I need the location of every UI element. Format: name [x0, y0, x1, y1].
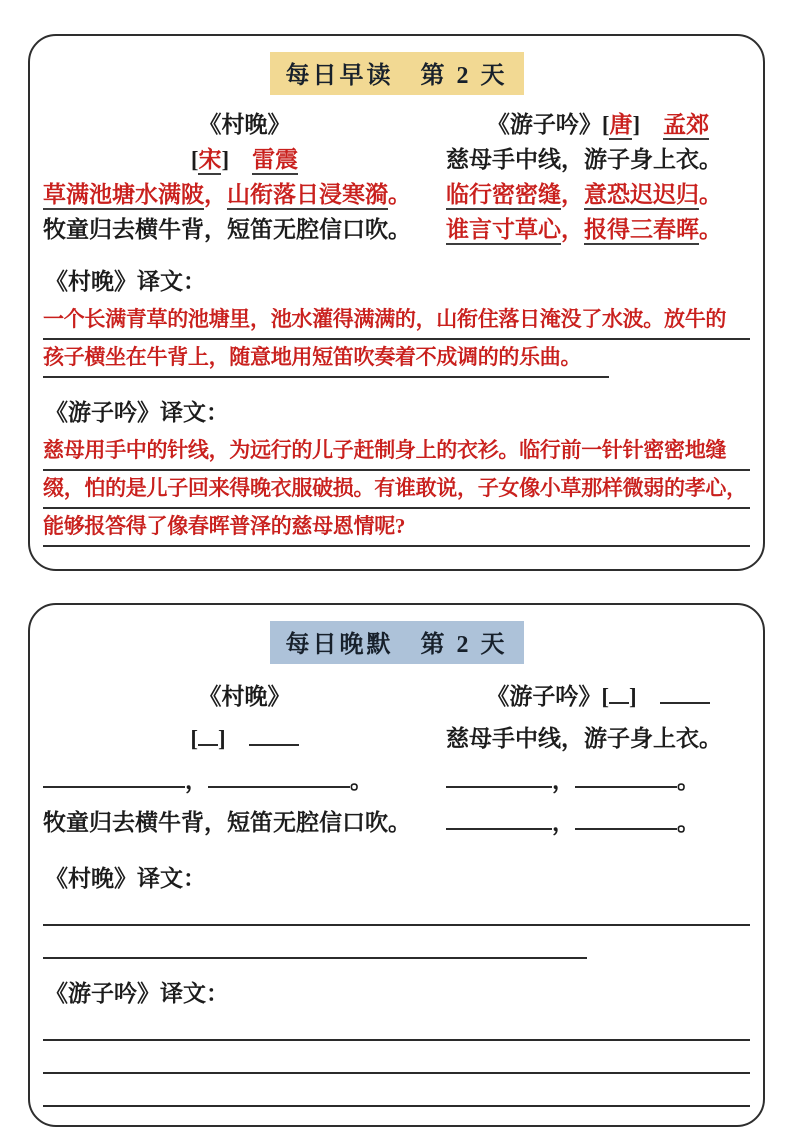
writing-line: [43, 1072, 750, 1074]
poem-text: 慈母手中线，游子身上衣。: [445, 726, 722, 751]
writing-line: [43, 957, 587, 959]
poem-line-right: [446, 177, 750, 212]
poem-text: 牧童归去横牛背，短笛无腔信口吹。: [43, 810, 411, 835]
poem-text: ]: [221, 147, 230, 172]
poem-text: [: [190, 726, 198, 751]
poem-line-right: [446, 676, 750, 718]
morning-poem-grid: [43, 107, 750, 247]
evening-dictation-title: 每日晚默 第 2 天: [270, 621, 524, 664]
writing-line: [43, 924, 750, 926]
answer-blank: [575, 763, 677, 788]
answer-blank: [660, 679, 710, 704]
answer-blank: [446, 805, 552, 830]
cunwan-translation-text: [43, 306, 750, 378]
youziyin-translation-text: [43, 437, 750, 547]
answer-text: ，: [560, 217, 584, 242]
morning-reading-title: 每日早读 第 2 天: [270, 52, 524, 95]
poem-line-right: [446, 212, 750, 247]
answer-text: 唐: [609, 112, 632, 140]
cunwan-writing-lines: [43, 924, 750, 959]
answer-text: 。: [698, 217, 722, 242]
poem-text: 。: [676, 810, 700, 835]
poem-text: ]: [217, 726, 226, 751]
poem-text: ，: [185, 768, 208, 793]
answer-blank: [198, 721, 218, 746]
writing-line: [43, 1039, 750, 1041]
poem-text: 《游子吟》: [486, 112, 602, 137]
answer-text: 宋: [198, 147, 221, 175]
poem-text: [229, 147, 252, 172]
cunwan-translation-label: 《村晚》译文：: [45, 269, 206, 294]
answer-blank: [575, 805, 677, 830]
translation-answer-line: 缀，怕的是儿子回来得晚衣服破损。有谁敢说，子女像小草那样微弱的孝心，: [43, 475, 750, 509]
poem-line-left: [43, 107, 446, 142]
answer-blank: [609, 679, 629, 704]
answer-blank: [43, 763, 185, 788]
translation-answer-line: 孩子横坐在牛背上，随意地用短笛吹奏着不成调的的乐曲。: [43, 344, 609, 378]
answer-text: 谁言寸草心: [446, 217, 561, 245]
answer-text: 草满池塘水满陂: [43, 182, 204, 210]
poem-text: 《村晚》: [198, 684, 291, 709]
poem-line-right: [446, 802, 750, 844]
poem-line-left: [43, 212, 446, 247]
answer-blank: [446, 763, 552, 788]
cunwan-translation-label: 《村晚》译文：: [45, 866, 206, 891]
dictation-poem-grid: [43, 676, 750, 844]
poem-line-left: [43, 718, 446, 760]
translation-answer-line: 慈母用手中的针线，为远行的儿子赶制身上的衣衫。临行前一针针密密地缝: [43, 437, 750, 471]
youziyin-translation-label: 《游子吟》译文：: [45, 981, 229, 1006]
answer-text: ，: [560, 182, 584, 207]
poem-text: 慈母手中线，游子身上衣。: [445, 147, 722, 172]
poem-text: ]: [628, 684, 637, 709]
poem-text: [: [601, 112, 610, 137]
youziyin-writing-lines: [43, 1039, 750, 1107]
answer-text: 孟郊: [663, 112, 709, 140]
answer-text: 雷震: [252, 147, 298, 175]
poem-text: ，: [551, 768, 575, 793]
poem-line-left: [43, 676, 446, 718]
answer-blank: [249, 721, 299, 746]
writing-line: [43, 1105, 750, 1107]
poem-text: [: [601, 684, 609, 709]
poem-line-right: [446, 718, 750, 760]
youziyin-translation-label: 《游子吟》译文：: [45, 400, 229, 425]
answer-text: 临行密密缝: [446, 182, 561, 210]
answer-text: 报得三春晖: [584, 217, 699, 245]
poem-text: ]: [632, 112, 641, 137]
poem-text: 《村晚》: [198, 112, 291, 137]
poem-text: [: [190, 147, 199, 172]
poem-text: 牧童归去横牛背，短笛无腔信口吹。: [43, 217, 411, 242]
answer-text: 山衔落日浸寒漪: [227, 182, 388, 210]
answer-text: ，: [204, 182, 227, 207]
poem-line-right: [446, 142, 750, 177]
answer-blank: [208, 763, 350, 788]
poem-text: [637, 684, 660, 709]
translation-answer-line: 一个长满青草的池塘里，池水灌得满满的，山衔住落日淹没了水波。放牛的: [43, 306, 750, 340]
morning-reading-card: [28, 34, 765, 571]
poem-line-left: [43, 760, 446, 802]
answer-text: 意恐迟迟归: [584, 182, 699, 210]
poem-line-right: [446, 760, 750, 802]
poem-text: [226, 726, 249, 751]
answer-text: 。: [388, 182, 411, 207]
translation-answer-line: 能够报答得了像春晖普泽的慈母恩情呢?: [43, 513, 750, 547]
poem-line-right: [446, 107, 750, 142]
poem-text: 。: [676, 768, 700, 793]
poem-text: ，: [551, 810, 575, 835]
poem-line-left: [43, 802, 446, 844]
poem-line-left: [43, 142, 446, 177]
answer-text: 。: [698, 182, 722, 207]
poem-text: 《游子吟》: [486, 684, 602, 709]
poem-text: [640, 112, 663, 137]
evening-dictation-card: [28, 603, 765, 1127]
poem-line-left: [43, 177, 446, 212]
poem-text: 。: [350, 768, 373, 793]
